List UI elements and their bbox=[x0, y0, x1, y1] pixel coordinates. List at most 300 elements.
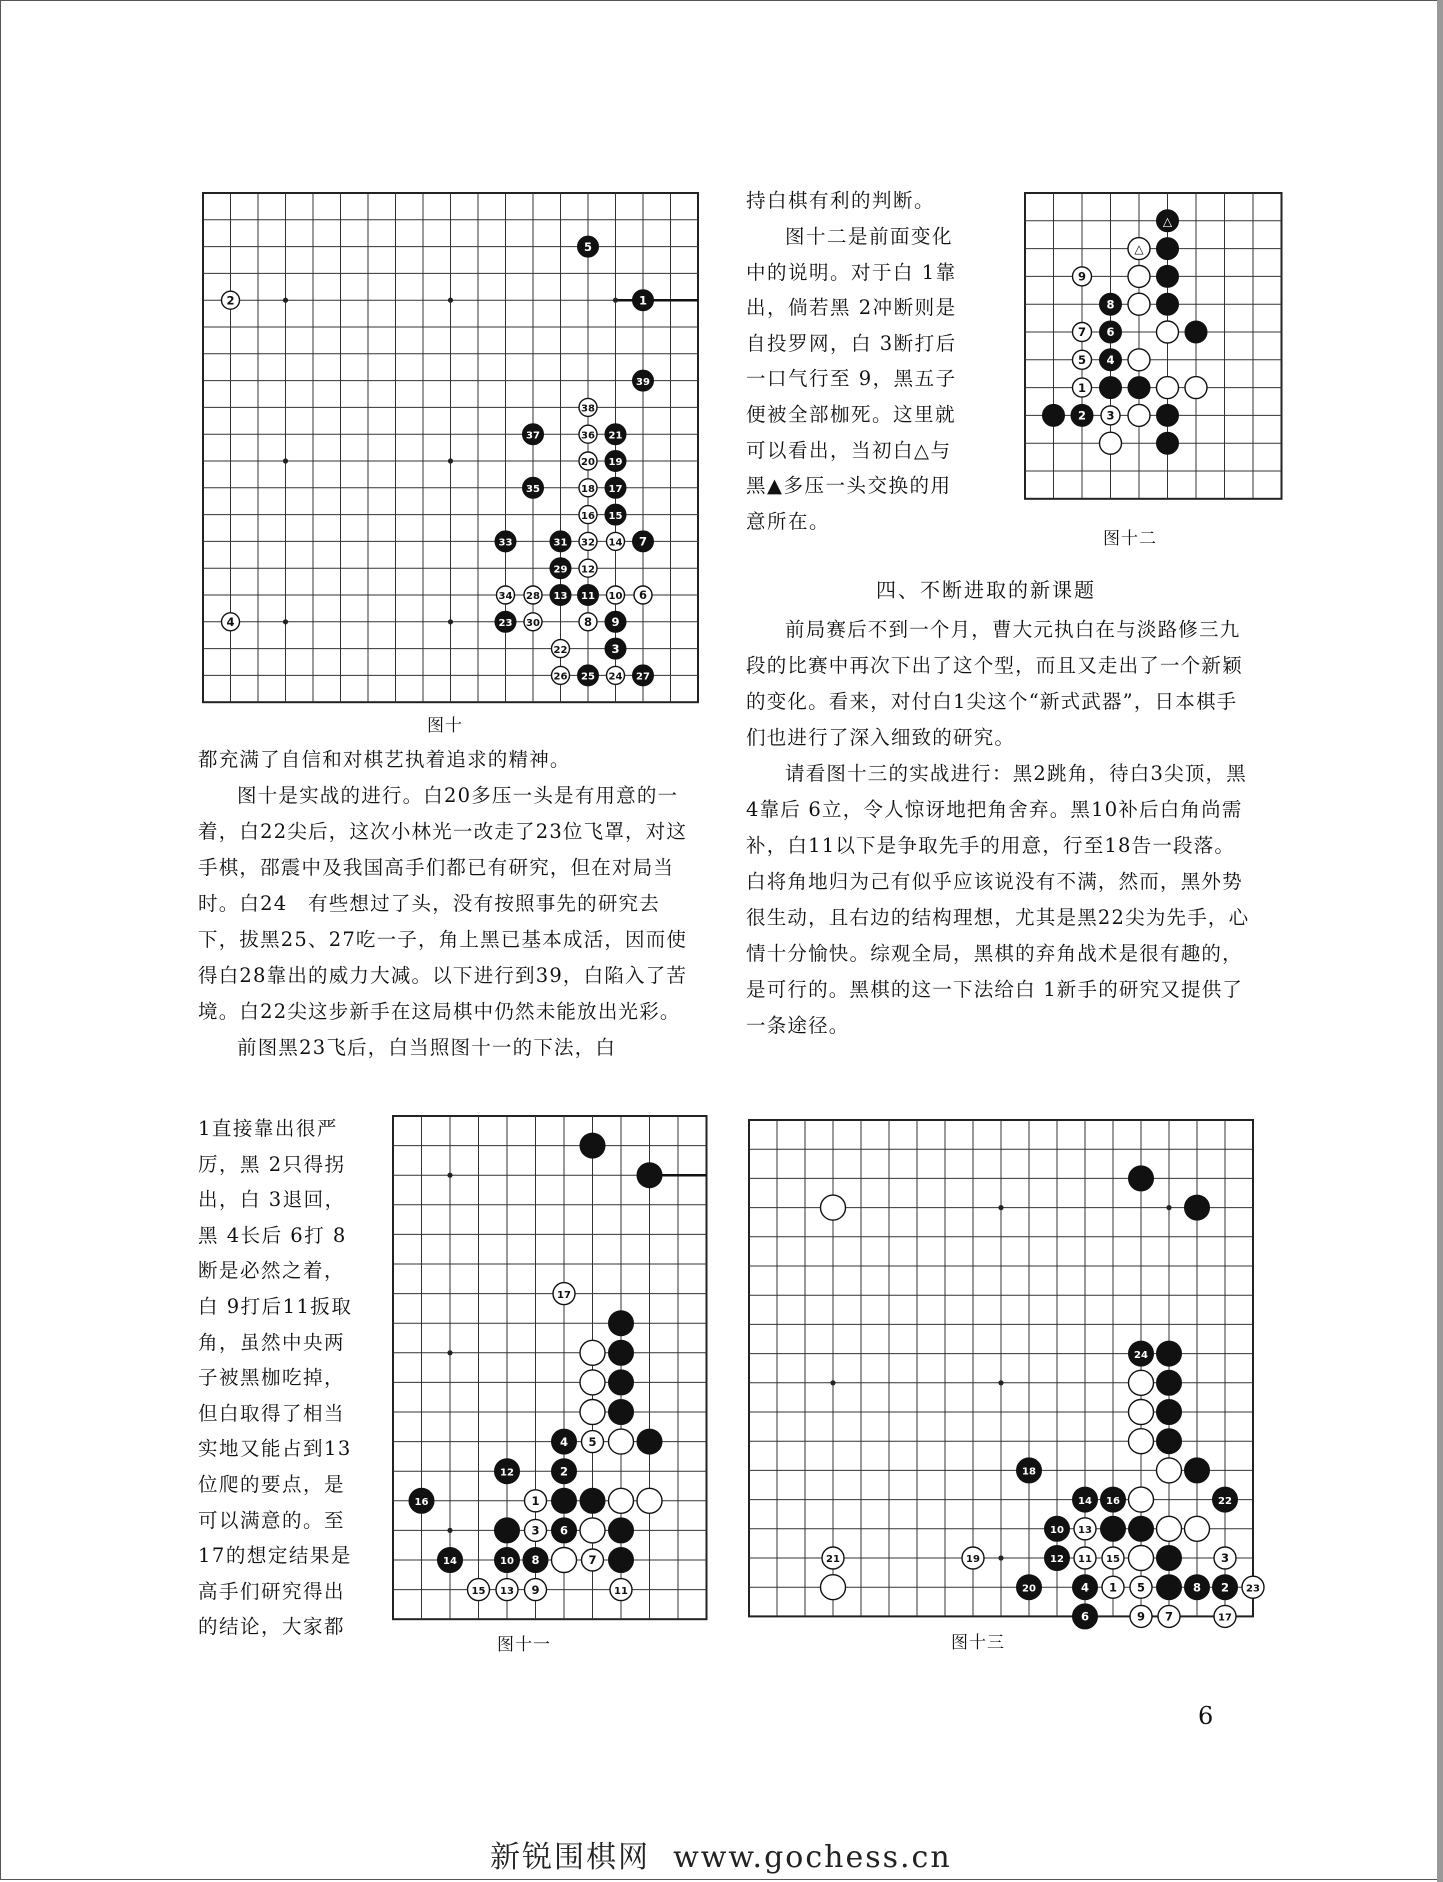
black-stone bbox=[1157, 238, 1179, 260]
star-point bbox=[447, 1528, 452, 1533]
left-narrow-line: 角，虽然中央两 bbox=[198, 1330, 346, 1354]
white-stone bbox=[1129, 1370, 1154, 1395]
black-stone bbox=[1071, 404, 1093, 426]
star-point bbox=[283, 458, 288, 463]
black-stone bbox=[1100, 293, 1122, 315]
caption-fig13: 图十三 bbox=[951, 1633, 1005, 1653]
stone-label: 24 bbox=[608, 671, 623, 683]
stone-label: 23 bbox=[498, 618, 513, 629]
black-stone bbox=[495, 1459, 520, 1484]
white-stone bbox=[525, 1490, 547, 1512]
section-heading: 四、不断进取的新课题 bbox=[876, 578, 1096, 602]
stone-label: 19 bbox=[608, 457, 623, 469]
white-stone bbox=[637, 1488, 662, 1513]
white-stone bbox=[821, 1575, 846, 1600]
black-stone bbox=[633, 370, 654, 391]
white-stone bbox=[1129, 1429, 1154, 1454]
white-stone bbox=[468, 1579, 490, 1601]
white-stone bbox=[579, 506, 597, 524]
black-stone bbox=[409, 1488, 434, 1513]
stone-label: 38 bbox=[581, 403, 595, 415]
stone-label: 10 bbox=[1050, 1525, 1064, 1536]
black-stone bbox=[495, 531, 516, 552]
caption-fig11: 图十一 bbox=[497, 1635, 551, 1655]
stone-label: 28 bbox=[526, 591, 540, 603]
white-stone bbox=[1214, 1547, 1236, 1569]
black-stone bbox=[1185, 1195, 1210, 1220]
white-stone bbox=[1102, 1547, 1124, 1569]
black-stone bbox=[552, 1429, 577, 1454]
white-stone bbox=[579, 425, 597, 443]
right-narrow-line: 一口气行至 9，黑五子 bbox=[746, 367, 957, 391]
black-stone bbox=[1213, 1575, 1238, 1600]
go-board-fig11 bbox=[391, 1114, 701, 1616]
stone-label: 19 bbox=[966, 1554, 980, 1566]
white-stone bbox=[821, 1195, 846, 1220]
stone-label: 17 bbox=[1218, 1612, 1232, 1624]
stone-label: 15 bbox=[1106, 1554, 1120, 1566]
stone-label: 3 bbox=[1220, 1551, 1230, 1566]
stone-label: 6 bbox=[1106, 325, 1115, 340]
left-narrow-line: 17的想定结果是 bbox=[198, 1544, 352, 1568]
stone-label: 5 bbox=[583, 239, 593, 254]
stone-label: 31 bbox=[553, 537, 568, 549]
white-stone bbox=[1129, 1487, 1154, 1512]
stone-label: 9 bbox=[531, 1582, 540, 1597]
stone-label: 13 bbox=[553, 591, 568, 603]
black-stone bbox=[1073, 1604, 1098, 1629]
black-stone bbox=[1185, 1575, 1210, 1600]
left-narrow-line: 1直接靠出很严 bbox=[198, 1117, 338, 1140]
black-stone bbox=[1157, 404, 1179, 426]
left-paragraph-1: 都充满了自信和对棋艺执着追求的精神。 bbox=[198, 748, 571, 771]
stone-label: 6 bbox=[559, 1523, 569, 1538]
right-narrow-line: 图十二是前面变化 bbox=[785, 225, 954, 248]
black-stone bbox=[1157, 1546, 1182, 1571]
stone-label: 11 bbox=[581, 591, 595, 603]
black-stone bbox=[580, 1488, 605, 1513]
stone-label: 2 bbox=[1220, 1580, 1230, 1595]
black-stone bbox=[552, 1459, 577, 1484]
white-stone bbox=[1157, 377, 1179, 399]
stone-label: 7 bbox=[1077, 325, 1087, 340]
left-narrow-line: 位爬的要点，是 bbox=[198, 1472, 346, 1496]
stone-label: 16 bbox=[414, 1497, 429, 1508]
stone-label: 24 bbox=[1134, 1349, 1148, 1361]
white-stone bbox=[582, 1549, 604, 1571]
white-stone bbox=[607, 532, 625, 550]
black-stone bbox=[523, 1548, 548, 1573]
white-stone bbox=[1128, 349, 1150, 371]
stone-label: 3 bbox=[611, 641, 620, 656]
board-border bbox=[393, 1116, 707, 1619]
black-stone bbox=[1101, 1516, 1126, 1541]
black-stone bbox=[1128, 377, 1150, 399]
star-point bbox=[283, 619, 288, 624]
black-stone bbox=[1073, 1575, 1098, 1600]
white-stone bbox=[552, 1548, 577, 1573]
stone-label: 18 bbox=[1022, 1466, 1036, 1478]
stone-label: 12 bbox=[500, 1467, 514, 1479]
stone-label: 15 bbox=[471, 1585, 486, 1597]
left-narrow-line: 高手们研究得出 bbox=[198, 1579, 346, 1603]
caption-fig10: 图十 bbox=[427, 716, 463, 736]
stone-label: 3 bbox=[1106, 408, 1115, 423]
black-stone bbox=[609, 1370, 634, 1395]
white-stone bbox=[579, 398, 597, 416]
black-stone bbox=[609, 1340, 634, 1365]
black-stone bbox=[1157, 210, 1179, 232]
left-narrow-line: 断是必然之着， bbox=[198, 1259, 346, 1283]
stone-label: 3 bbox=[531, 1523, 540, 1538]
white-stone bbox=[496, 1579, 518, 1601]
black-stone bbox=[605, 477, 626, 498]
white-stone bbox=[1074, 1518, 1096, 1540]
white-stone bbox=[1074, 1547, 1096, 1569]
left-narrow-line: 出，白 3退回， bbox=[198, 1188, 346, 1212]
right-narrow-line: 便被全部枷死。这里就 bbox=[746, 402, 957, 426]
white-stone bbox=[1129, 1546, 1154, 1571]
black-stone bbox=[605, 638, 626, 659]
white-stone bbox=[1100, 432, 1122, 454]
black-stone bbox=[1185, 1458, 1210, 1483]
white-stone bbox=[1242, 1576, 1264, 1598]
right-paragraph-2: 请看图十三的实战进行：黑2跳角，待白3尖顶，黑 4靠后 6立，令人惊讶地把角舍弃。黑10补后白角尚需补，白11以下是争取先手的用意，行至18告一段落。白将角地归为己有似乎应该说没有不满，然而，黑外势很生动，且右边的结构理想，尤其是黑22尖为先手，心情十分愉快。综观全局，黑棋的弃角战术是很有趣的，是可行的。黑棋的这一下法给白 1新手的研究又提供了一条途径。 bbox=[746, 762, 1250, 1037]
white-stone bbox=[222, 291, 240, 309]
black-stone bbox=[1157, 1341, 1182, 1366]
star-point bbox=[447, 1173, 452, 1178]
stone-label: 13 bbox=[500, 1585, 514, 1597]
stone-label: 18 bbox=[581, 484, 595, 495]
white-stone bbox=[579, 613, 597, 631]
stone-label: 14 bbox=[443, 1556, 457, 1568]
stone-label: 8 bbox=[1192, 1580, 1202, 1595]
right-narrow-line: 意所在。 bbox=[746, 509, 831, 533]
white-stone bbox=[1073, 350, 1092, 369]
white-stone bbox=[552, 640, 570, 658]
stone-label: 14 bbox=[608, 537, 623, 549]
stone-label: 15 bbox=[608, 510, 623, 522]
right-text-block bbox=[746, 612, 1254, 1044]
white-stone bbox=[1128, 293, 1150, 315]
black-stone bbox=[550, 585, 571, 606]
black-stone bbox=[1157, 432, 1179, 454]
stone-label: 8 bbox=[531, 1553, 540, 1568]
stone-label: 6 bbox=[638, 588, 648, 603]
black-stone bbox=[1101, 1487, 1126, 1512]
black-stone bbox=[495, 1518, 520, 1543]
stone-label: 1 bbox=[1108, 1580, 1118, 1595]
white-stone bbox=[580, 1340, 605, 1365]
white-stone bbox=[1157, 1458, 1182, 1483]
white-stone bbox=[1102, 1576, 1124, 1598]
stone-label: 12 bbox=[1050, 1554, 1064, 1566]
white-stone bbox=[1185, 377, 1207, 399]
stone-label: 20 bbox=[1022, 1583, 1036, 1595]
star-point bbox=[613, 298, 618, 303]
star-point bbox=[283, 298, 288, 303]
white-stone bbox=[1130, 1605, 1152, 1627]
stone-label: 9 bbox=[1136, 1609, 1146, 1624]
black-stone bbox=[633, 665, 654, 686]
black-stone bbox=[1045, 1516, 1070, 1541]
stone-label: 21 bbox=[608, 430, 623, 442]
white-stone bbox=[634, 586, 652, 604]
white-stone bbox=[822, 1547, 844, 1569]
left-narrow-line: 可以满意的。至 bbox=[198, 1508, 346, 1532]
stone-label: 13 bbox=[1078, 1525, 1092, 1536]
stone-label: 16 bbox=[581, 510, 595, 522]
black-stone bbox=[550, 531, 571, 552]
white-stone bbox=[1129, 1400, 1154, 1425]
site-footer: 新锐围棋网 www.gochess.cn bbox=[490, 1840, 952, 1875]
white-stone bbox=[609, 1488, 634, 1513]
black-stone bbox=[1157, 1429, 1182, 1454]
white-stone bbox=[579, 532, 597, 550]
star-point bbox=[998, 1380, 1003, 1385]
white-stone bbox=[1073, 267, 1092, 286]
stone-label: 4 bbox=[1080, 1580, 1090, 1595]
left-narrow-line: 黑 4长后 6打 8 bbox=[198, 1223, 347, 1247]
stone-label: 29 bbox=[553, 564, 568, 576]
left-narrow-line: 厉，黑 2只得拐 bbox=[198, 1152, 346, 1176]
black-stone bbox=[1017, 1575, 1042, 1600]
white-stone bbox=[525, 1579, 547, 1601]
star-point bbox=[448, 298, 453, 303]
stone-label: 2 bbox=[559, 1464, 569, 1479]
right-top-line: 持白棋有利的判断。 bbox=[746, 189, 936, 212]
stone-label: 7 bbox=[588, 1553, 597, 1568]
white-stone bbox=[1158, 1605, 1180, 1627]
stone-label: 10 bbox=[500, 1556, 514, 1568]
black-stone bbox=[1100, 349, 1122, 371]
white-stone bbox=[609, 1429, 634, 1454]
go-diagram-fig11 bbox=[391, 1114, 701, 1616]
black-stone bbox=[1157, 1575, 1182, 1600]
stone-label: 23 bbox=[1246, 1583, 1260, 1595]
stone-label: 25 bbox=[581, 671, 595, 683]
stone-label: 37 bbox=[526, 430, 540, 442]
white-stone bbox=[582, 1431, 604, 1453]
page-number: 6 bbox=[1198, 1702, 1214, 1730]
black-stone bbox=[1129, 1341, 1154, 1366]
black-stone bbox=[552, 1488, 577, 1513]
star-point bbox=[1166, 1205, 1171, 1210]
stone-label: 5 bbox=[588, 1434, 597, 1449]
black-stone bbox=[605, 504, 626, 525]
black-stone bbox=[552, 1518, 577, 1543]
white-stone bbox=[553, 1283, 575, 1305]
stone-label: 20 bbox=[581, 457, 595, 469]
black-stone bbox=[1045, 1546, 1070, 1571]
star-point bbox=[998, 1555, 1003, 1560]
stone-label: 27 bbox=[636, 671, 650, 683]
star-point bbox=[448, 619, 453, 624]
left-narrow-line: 的结论，大家都 bbox=[198, 1615, 346, 1639]
white-stone bbox=[579, 479, 597, 497]
stone-label: 32 bbox=[581, 537, 595, 549]
stone-label: 7 bbox=[1164, 1609, 1174, 1624]
black-stone bbox=[1157, 1400, 1182, 1425]
black-stone bbox=[1213, 1487, 1238, 1512]
stone-label: 21 bbox=[826, 1554, 840, 1566]
black-stone bbox=[1157, 293, 1179, 315]
black-stone bbox=[1017, 1458, 1042, 1483]
right-narrow-line: 可以看出，当初白△与 bbox=[746, 438, 952, 462]
black-stone bbox=[1043, 404, 1065, 426]
white-stone bbox=[497, 586, 515, 604]
stone-label: 11 bbox=[1078, 1554, 1092, 1566]
black-stone bbox=[495, 1548, 520, 1573]
stone-label: △ bbox=[1162, 214, 1173, 229]
stone-label: 9 bbox=[611, 615, 620, 629]
right-narrow-line: 出，倘若黑 2冲断则是 bbox=[746, 296, 957, 320]
left-narrow-line: 但白取得了相当 bbox=[198, 1401, 346, 1425]
stone-label: 26 bbox=[553, 671, 568, 683]
left-text-block bbox=[198, 742, 698, 1066]
black-stone bbox=[1129, 1516, 1154, 1541]
stone-label: 1 bbox=[531, 1494, 540, 1508]
right-narrow-line: 自投罗网，白 3断打后 bbox=[746, 331, 957, 355]
black-stone bbox=[438, 1548, 463, 1573]
white-stone bbox=[579, 559, 597, 577]
board-border bbox=[1025, 193, 1282, 499]
white-stone bbox=[610, 1579, 632, 1601]
white-stone bbox=[552, 666, 570, 684]
white-stone bbox=[580, 1370, 605, 1395]
stone-label: 10 bbox=[608, 591, 623, 603]
white-stone bbox=[1073, 378, 1092, 397]
stone-label: 4 bbox=[559, 1434, 569, 1449]
white-stone bbox=[607, 666, 625, 684]
white-stone bbox=[525, 1519, 547, 1541]
black-stone bbox=[1185, 321, 1207, 343]
stone-label: 5 bbox=[1136, 1580, 1146, 1595]
white-stone bbox=[1130, 1576, 1152, 1598]
black-stone bbox=[523, 424, 544, 445]
black-stone bbox=[609, 1400, 634, 1425]
white-stone bbox=[1128, 404, 1150, 426]
white-stone bbox=[1214, 1605, 1236, 1627]
white-stone bbox=[580, 1518, 605, 1543]
star-point bbox=[998, 1205, 1003, 1210]
black-stone bbox=[578, 236, 599, 257]
go-diagram-fig13 bbox=[746, 1117, 1260, 1624]
white-stone bbox=[1185, 1516, 1210, 1541]
go-diagram-fig10 bbox=[200, 190, 700, 698]
stone-label: 4 bbox=[1106, 353, 1115, 367]
right-narrow-text bbox=[746, 219, 1016, 539]
black-stone bbox=[1100, 377, 1122, 399]
stone-label: 33 bbox=[498, 537, 513, 549]
black-stone bbox=[633, 531, 654, 552]
stone-label: 22 bbox=[1218, 1495, 1232, 1507]
stone-label: 8 bbox=[583, 615, 593, 629]
star-point bbox=[830, 1380, 835, 1385]
stone-label: 22 bbox=[553, 644, 568, 656]
left-paragraph-2: 图十是实战的进行。白20多压一头是有用意的一着，白22尖后，这次小林光一改走了23位飞罩，对这手棋，邵震中及我国高手们都已有研究，但在对局当时。白24 有些想过了头，没有按照事先的研究去下，拔黑25、27吃一子，角上黑已基本成活，因而使得白28靠出的威力大减。以下进行到39，白陷入了苦境。白22尖这步新手在这局棋中仍然未能放出光彩。 bbox=[198, 784, 688, 1023]
black-stone bbox=[637, 1429, 662, 1454]
stone-label: 6 bbox=[1080, 1609, 1090, 1624]
white-stone bbox=[1128, 238, 1150, 260]
stone-label: 17 bbox=[608, 484, 623, 495]
black-stone bbox=[1157, 1370, 1182, 1395]
white-stone bbox=[1128, 265, 1150, 287]
stone-label: 17 bbox=[557, 1289, 571, 1301]
white-stone bbox=[1101, 406, 1120, 425]
black-stone bbox=[609, 1548, 634, 1573]
stone-label: 36 bbox=[581, 430, 595, 442]
stone-label: 35 bbox=[526, 484, 540, 495]
black-stone bbox=[1073, 1487, 1098, 1512]
left-narrow-line: 白 9打后11扳取 bbox=[198, 1294, 353, 1318]
white-stone bbox=[579, 452, 597, 470]
left-paragraph-3: 前图黑23飞后，白当照图十一的下法，白 bbox=[237, 1036, 617, 1059]
black-stone bbox=[578, 585, 599, 606]
black-stone bbox=[550, 558, 571, 579]
stone-label: △ bbox=[1134, 242, 1144, 257]
star-point bbox=[448, 458, 453, 463]
white-stone bbox=[1157, 1516, 1182, 1541]
left-narrow-line: 实地又能占到13 bbox=[198, 1437, 352, 1461]
white-stone bbox=[607, 586, 625, 604]
black-stone bbox=[495, 611, 516, 632]
stone-label: 11 bbox=[614, 1585, 628, 1597]
stone-label: 12 bbox=[581, 564, 595, 576]
stone-label: 8 bbox=[1106, 297, 1115, 312]
white-stone bbox=[222, 613, 240, 631]
right-paragraph-1: 前局赛后不到一个月，曹大元执白在与淡路修三九段的比赛中再次下出了这个型，而且又走出了一个新颖的变化。看来，对付白1尖这个“新式武器”，日本棋手们也进行了深入细致的研究。 bbox=[746, 618, 1243, 749]
black-stone bbox=[523, 477, 544, 498]
black-stone bbox=[605, 451, 626, 472]
black-stone bbox=[609, 1311, 634, 1336]
stone-label: 16 bbox=[1106, 1495, 1120, 1507]
black-stone bbox=[609, 1518, 634, 1543]
white-stone bbox=[580, 1400, 605, 1425]
stone-label: 39 bbox=[636, 376, 650, 388]
stone-label: 1 bbox=[638, 293, 648, 308]
black-stone bbox=[578, 665, 599, 686]
page-edge bbox=[1437, 0, 1443, 1882]
stone-label: 5 bbox=[1077, 353, 1087, 367]
white-stone bbox=[1157, 321, 1179, 343]
right-narrow-line: 中的说明。对于白 1靠 bbox=[746, 260, 957, 284]
go-board-fig10 bbox=[200, 190, 700, 698]
stone-label: 4 bbox=[226, 615, 235, 629]
black-stone bbox=[580, 1133, 605, 1158]
stone-label: 1 bbox=[1077, 380, 1087, 395]
stone-label: 34 bbox=[498, 591, 513, 603]
white-stone bbox=[962, 1547, 984, 1569]
black-stone bbox=[1100, 321, 1122, 343]
right-narrow-line: 黑▲多压一头交换的用 bbox=[746, 474, 952, 498]
white-stone bbox=[524, 613, 542, 631]
black-stone bbox=[605, 424, 626, 445]
white-stone bbox=[524, 586, 542, 604]
stone-label: 9 bbox=[1077, 269, 1087, 284]
black-stone bbox=[605, 611, 626, 632]
stone-label: 2 bbox=[1077, 408, 1087, 423]
stone-label: 30 bbox=[526, 618, 540, 629]
go-board-fig13 bbox=[746, 1117, 1260, 1624]
left-narrow-text bbox=[198, 1111, 378, 1645]
black-stone bbox=[637, 1163, 662, 1188]
black-stone bbox=[1157, 265, 1179, 287]
star-point bbox=[447, 1350, 452, 1355]
stone-label: 14 bbox=[1078, 1495, 1092, 1507]
go-diagram-fig12 bbox=[1022, 190, 1284, 500]
white-stone bbox=[1073, 323, 1092, 342]
